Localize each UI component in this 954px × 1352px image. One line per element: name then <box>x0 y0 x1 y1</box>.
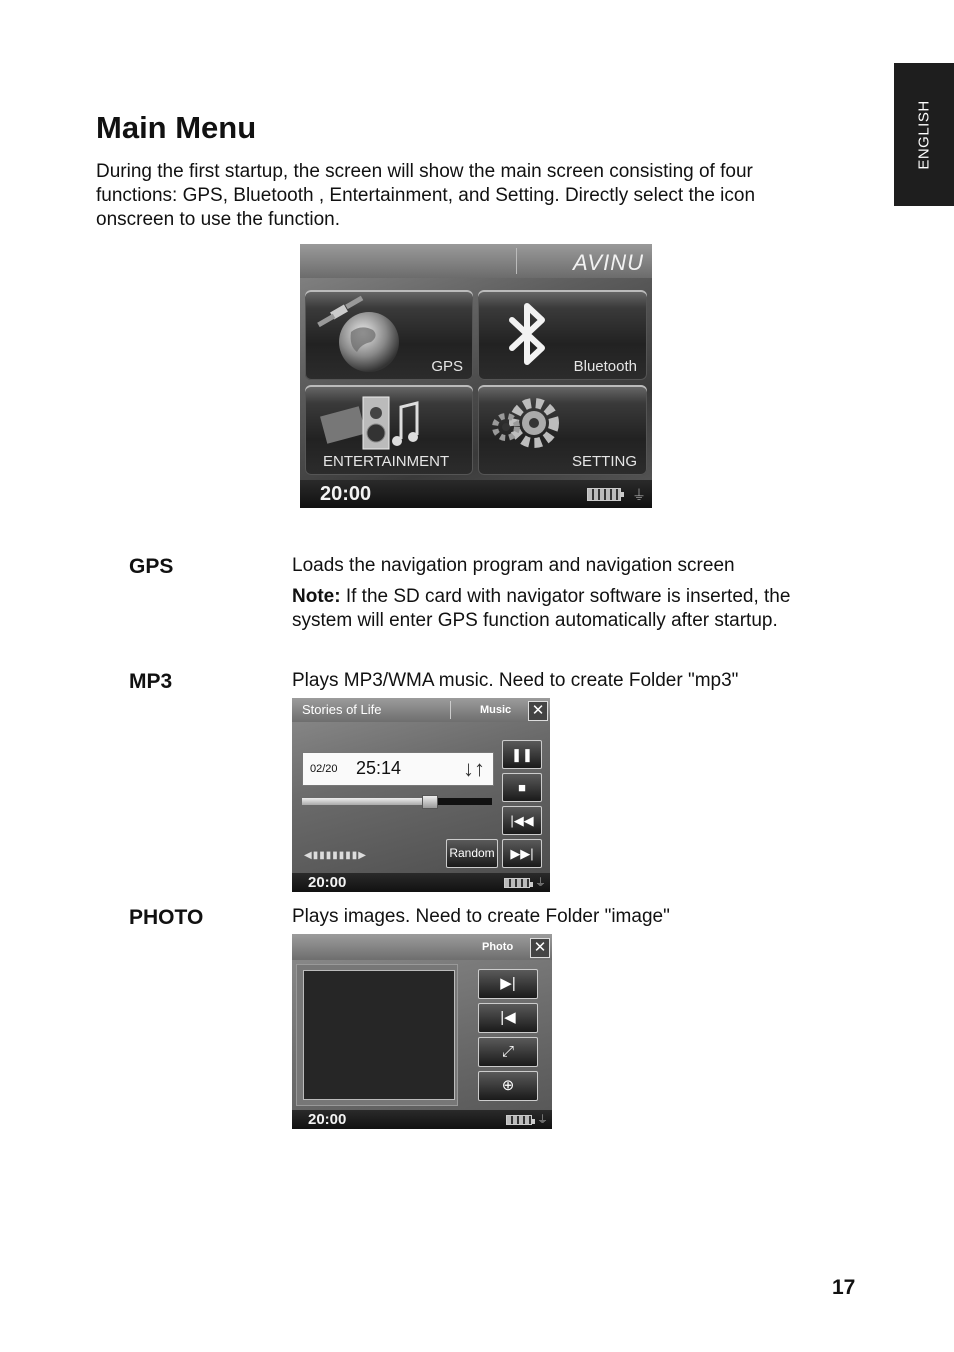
music-status-bar <box>292 873 550 892</box>
page-number: 17 <box>832 1276 856 1299</box>
mp3-description: Plays MP3/WMA music. Need to create Folder "mp3" <box>292 670 739 691</box>
pause-button[interactable] <box>502 740 542 769</box>
random-button[interactable]: Random <box>446 839 498 868</box>
battery-icon <box>504 878 530 888</box>
intro-paragraph: During the first startup, the screen will show the main screen consisting of four functions: GPS, Bluetooth , Entertainment, and Setting. Directly select the icon onscreen to use the function. <box>96 161 756 230</box>
photo-mode-label: Photo <box>482 941 514 953</box>
gps-tile[interactable] <box>305 290 473 380</box>
note-text: If the SD card with navigator software is inserted, the system will enter GPS function automatically after startup. <box>292 586 791 631</box>
language-tab-label: ENGLISH <box>915 99 933 170</box>
fullscreen-icon: ⤢ <box>501 1043 514 1060</box>
brand-bar <box>300 244 652 278</box>
photo-term: PHOTO <box>129 906 204 929</box>
volume-control[interactable]: ◀▮▮▮▮▮▮▮▶ <box>304 850 367 861</box>
gps-term: GPS <box>129 555 174 578</box>
mp3-term: MP3 <box>129 670 173 693</box>
entertainment-tile-label: ENTERTAINMENT <box>323 453 450 470</box>
track-number: 02/20 <box>310 763 338 775</box>
photo-title-bar <box>292 934 552 960</box>
music-title-bar <box>292 698 550 722</box>
entertainment-tile[interactable] <box>305 385 473 475</box>
bluetooth-tile-label: Bluetooth <box>573 358 637 375</box>
seek-bar-knob[interactable] <box>422 795 438 809</box>
zoom-in-icon: ⊕ <box>501 1077 515 1094</box>
photo-frame <box>296 964 458 1106</box>
speaker-music-icon <box>319 389 429 459</box>
globe-satellite-icon <box>311 292 411 380</box>
clock: 20:00 <box>308 874 347 891</box>
sort-arrows-icon: ↓↑ <box>463 756 485 781</box>
track-time: 25:14 <box>356 758 402 778</box>
next-button[interactable] <box>502 839 542 868</box>
plug-icon: ⏚ <box>535 877 546 889</box>
next-image-icon: ▶| <box>500 975 516 992</box>
photo-description: Plays images. Need to create Folder "image" <box>292 906 670 927</box>
fullscreen-button[interactable] <box>478 1037 538 1067</box>
seek-bar[interactable] <box>302 798 492 805</box>
next-icon: ▶▶| <box>510 846 534 861</box>
track-display <box>302 752 494 786</box>
photo-viewport <box>303 970 455 1100</box>
gps-tile-label: GPS <box>431 358 463 375</box>
previous-button[interactable] <box>502 806 542 835</box>
stop-button[interactable] <box>502 773 542 802</box>
bluetooth-icon <box>500 298 560 378</box>
seek-bar-fill <box>302 798 429 805</box>
language-tab <box>894 63 954 206</box>
gps-description: Loads the navigation program and navigation screen <box>292 555 735 576</box>
close-icon[interactable]: ✕ <box>528 701 548 721</box>
previous-icon: |◀◀ <box>510 813 534 828</box>
stop-icon: ■ <box>518 780 526 795</box>
main-menu-screenshot <box>300 244 652 508</box>
setting-tile-label: SETTING <box>571 453 637 470</box>
battery-icon <box>587 488 621 501</box>
song-title: Stories of Life <box>302 702 382 717</box>
brand-logo: AVINU <box>572 250 644 275</box>
previous-image-icon: |◀ <box>500 1009 516 1026</box>
page-title: Main Menu <box>96 110 257 145</box>
bluetooth-tile[interactable] <box>478 290 647 380</box>
previous-image-button[interactable] <box>478 1003 538 1033</box>
status-bar <box>300 480 652 508</box>
pause-icon: ❚❚ <box>511 747 533 762</box>
gps-note <box>292 585 822 632</box>
note-label: Note: <box>292 586 341 607</box>
music-mode-label: Music <box>480 704 512 716</box>
music-player-screenshot <box>292 698 550 892</box>
gears-icon <box>488 389 578 459</box>
photo-viewer-screenshot <box>292 934 552 1129</box>
next-image-button[interactable] <box>478 969 538 999</box>
plug-icon: ⏚ <box>537 1114 548 1126</box>
battery-icon <box>506 1115 532 1125</box>
photo-status-bar <box>292 1110 552 1129</box>
zoom-in-button[interactable] <box>478 1071 538 1101</box>
clock: 20:00 <box>308 1111 347 1128</box>
setting-tile[interactable] <box>478 385 647 475</box>
plug-icon: ⏚ <box>632 487 646 503</box>
clock: 20:00 <box>320 483 372 505</box>
close-icon[interactable]: ✕ <box>530 938 550 958</box>
